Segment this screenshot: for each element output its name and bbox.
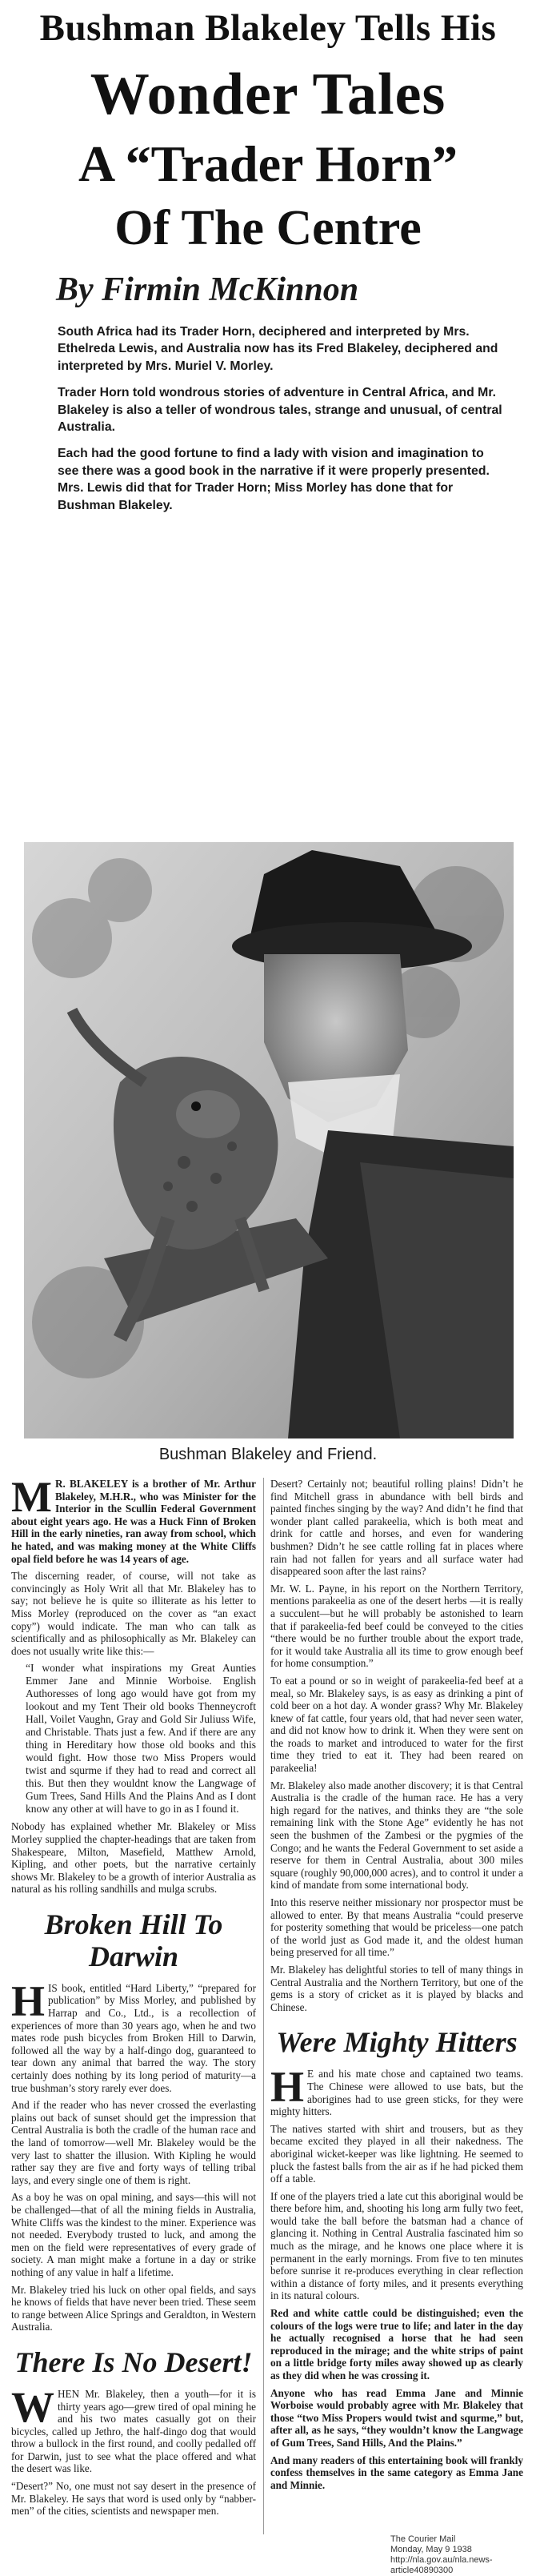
photo-caption: Bushman Blakeley and Friend. [158, 1446, 378, 1463]
byline: By Firmin McKinnon [56, 271, 359, 308]
article-paragraph: Mr. Blakeley tried his luck on other opal fields, and says he knows of fields that have never been tried. These seem to range between Alice Springs and Geraldton, in Western Australia. [11, 2283, 256, 2333]
article-paragraph [270, 2063, 523, 2118]
headline-line-3: A “Trader Horn” [78, 135, 458, 192]
left-column [11, 1473, 256, 2522]
article-paragraph: Red and white cattle could be distinguished; even the colours of the logs were true to life; and later in the day he actually recognised a horse that he had seen reproduced in the mirage; and the white strips of paint on a little bridge forty miles away showed up as clearly as they did when he was crossing it. [270, 2307, 523, 2381]
right-column [270, 1478, 523, 2496]
article-paragraph [11, 1473, 256, 1565]
article-paragraph: Mr. W. L. Payne, in his report on the Northern Territory, mentions parakeelia as one of the desert herbs —it is really a succulent—but he will probably be astonished to learn that if parakeelia-fed beef could be conveyed to the cities “there would be no further trouble about the export trade, for it would take Australia all its time to grow enough beef for home consumption.” [270, 1582, 523, 1670]
article-paragraph: And if the reader who has never crossed the everlasting plains out back of sunset should get the impression that Central Australia is both the cradle of the human race and the land of tomorrow—well Mr. Blakeley would be the very last to shatter the illusion. With Kipling he would rather say they are five and forty ways of telling tribal lays, and every single one of them is right. [11, 2099, 256, 2186]
photo-illustration [24, 842, 514, 1438]
article-paragraph [11, 1976, 256, 2094]
drop-cap: H [270, 2063, 305, 2112]
subheading-mighty-hitters: Were Mighty Hitters [276, 2026, 518, 2059]
intro-paragraph: South Africa had its Trader Horn, deciphered and interpreted by Mrs. Ethelreda Lewis, and Australia now has its Fred Blakeley, deciphered and interpreted by Mrs. Muriel V. Morley. [58, 325, 498, 373]
article-paragraph: If one of the players tried a late cut this aboriginal would be there before him, and, shooting his long arm fully two feet, would take the ball before the batsman had a chance of glancing it. Nothing in Central Australia fascinated him so much as the mirage, and he knows one place where it is permanent in the early mornings. From five to ten minutes before sunrise it re-produces everything in clear reflection within a distance of forty miles, and it presents everything in its natural colours. [270, 2189, 523, 2302]
article-paragraph: “Desert?” No, one must not say desert in the presence of Mr. Blakeley. He says that word is used only by “nabber-men” of the cities, scientists and newspaper men. [11, 2480, 256, 2518]
paragraph-text: E and his mate chose and captained two teams. The Chinese were allowed to use bats, but the aborigines had to use green sticks, for they were mighty hitters. [270, 2068, 523, 2118]
headline-line-2: Wonder Tales [90, 62, 446, 127]
article-paragraph: Mr. Blakeley has delightful stories to tell of many things in Central Australia and the Northern Territory, but one of the gems is a story of cricket as it is played by blacks and Chinese. [270, 1963, 523, 2013]
paragraph-text: HEN Mr. Blakeley, then a youth—for it is thirty years ago—grew tired of opal mining he and his two mates casually got on their bicycles, called up Jethro, the half-dingo dog that would throw a bullock in the first round, and coolly pedalled off for Darwin, just to see what the place offered and what the desert was like. [11, 2387, 256, 2475]
source-credit [390, 2534, 528, 2576]
intro-paragraph: Each had the good fortune to find a lady with vision and imagination to see there was a good book in the narrative if it were properly presented. Mrs. Lewis did that for Trader Horn; Miss Morley has done that for Bushman Blakeley. [58, 447, 490, 512]
article-paragraph: The natives started with shirt and trousers, but as they became excited they played in all their nakedness. The aboriginal wicket-keeper was like lightning. He seemed to pluck the fastest balls from the air as if he had picked them off a table. [270, 2122, 523, 2185]
photo-bushman-and-lizard [24, 842, 514, 1438]
subheading-broken-hill: Broken Hill To Darwin [44, 1908, 223, 1972]
article-paragraph: As a boy he was on opal mining, and says—this will not be challenged—that of all the mining fields in Australia, White Cliffs was the kindest to the miner. Experience was not needed. Everybody trusted to luck, and among the men on the field were representatives of every grade of society. A man might make a fortune in a day or strike nothing of any value in half a lifetime. [11, 2191, 256, 2278]
article-paragraph: The discerning reader, of course, will not take as convincingly as Holy Writ all that Mr. Blakeley has to say; not believe he is quite so illiterate as his letter to Miss Morley (reproduced on the cover as “an exact copy”) would indicate. The man who can talk as scientifically and as philosophically as Mr. Blakeley can does not usually write like this:— [11, 1570, 256, 1657]
article-paragraph: To eat a pound or so in weight of parakeelia-fed beef at a meal, so Mr. Blakeley says, is as easy as drinking a pint of cold beer on a hot day. A wonder grass? Why Mr. Blakeley knew of fat cattle, four years old, that had never seen water, and did not know how to drink it. When they were sent on the roads to market and introduced to water for the first time they tried to eat it. They had been reared on parakeelia! [270, 1674, 523, 1775]
article-paragraph: And many readers of this entertaining book will frankly confess themselves in the same category as Emma Jane and Minnie. [270, 2454, 523, 2491]
subheading-no-desert: There Is No Desert! [14, 2345, 253, 2378]
paragraph-text: R. BLAKELEY is a brother of Mr. Arthur Blakeley, M.H.R., who was Minister for the Interior in the Scullin Federal Government about eight years ago. He was a Huck Finn of Broken Hill in the early nineties, ran away from school, which he hated, and was making money at the White Cliffs opal field before he was 14 years of age. [11, 1478, 256, 1565]
paragraph-text: IS book, entitled “Hard Liberty,” “prepared for publication” by Miss Morley, and published by Harrap and Co., Ltd., is a recollection of experiences of more than 30 years ago, when he and two mates rode push bicycles from Broken Hill to Darwin, followed all the way by a half-dingo dog, guaranteed to tear down any animal that barred the way. The story certainly does nothing by its long period of maturity—a true bushman’s story rarely ever does. [11, 1981, 256, 2094]
article-paragraph [11, 2382, 256, 2475]
headline-line-1: Bushman Blakeley Tells His [39, 7, 497, 49]
column-divider [263, 1478, 264, 2534]
article-paragraph: Nobody has explained whether Mr. Blakeley or Miss Morley supplied the chapter-headings that are taken from Shakespeare, Milton, Masefield, Matthew Arnold, Kipling, and other poets, but the narrative certainly shows Mr. Blakeley to be a growth of interior Australia as natural as his rolling sandhills and mulga scrubs. [11, 1820, 256, 1896]
credit-link[interactable]: http://nla.gov.au/nla.news-article40890300 [390, 2555, 493, 2575]
credit-newspaper: The Courier Mail [390, 2534, 456, 2544]
headline-line-4: Of The Centre [114, 201, 422, 255]
credit-date: Monday, May 9 1938 [390, 2545, 472, 2554]
quoted-letter: “I wonder what inspirations my Great Aunties Emmer Jane and Minnie Worboise. English Authoresses of long ago would have got from my lookout and my Tent Their old books Thenneycroft Hall, Voilet Vaughn, Gray and Gold Sir Juliuss Wife, and Christable. Thats just a few. And if there are any thing in Hereditary how those old books and this would fight. How those two Miss Propers would twist and squrme if they had to read and correct all this. But then they wouldnt know the Langwage of Gum Trees, Sand Hills And the Plains And as I dont know any other at will have to go in as I found it. [26, 1662, 256, 1816]
drop-cap: H [11, 1976, 46, 2025]
intro-paragraph: Trader Horn told wondrous stories of adventure in Central Africa, and Mr. Blakeley is also a teller of wondrous tales, strange and unusual, of central Australia. [58, 386, 502, 435]
article-paragraph: Anyone who has read Emma Jane and Minnie Worboise would probably agree with Mr. Blakeley that those “two Miss Propers would twist and squrme,” but, after all, as he says, “they wouldn’t know the Langwage of Gum Trees, Sand Hills, And the Plains.” [270, 2386, 523, 2449]
article-paragraph: Into this reserve neither missionary nor prospector must be allowed to enter. By that means Australia “could preserve for posterity something that would be priceless—one patch of the world just as God made it, and the oldest human being preserved for all time.” [270, 1896, 523, 1959]
article-paragraph: Mr. Blakeley also made another discovery; it is that Central Australia is the cradle of the human race. He has a very high regard for the natives, and thinks they are “the sole remaining link with the Stone Age” evidently he has not seen the bushmen of the Zambesi or the pygmies of the Congo; and he wants the Federal Government to set aside a reserve for them in Central Australia, about 300 miles square (roughly 90,000,000 acres), and to control it under a kind of mandate from some international body. [270, 1779, 523, 1892]
drop-cap: M [11, 1473, 52, 1521]
drop-cap: W [11, 2382, 54, 2431]
intro-block [58, 323, 506, 524]
article-paragraph: Desert? Certainly not; beautiful rolling plains! Didn’t he find Mitchell grass in abundance with bell birds and painted finches singing by the way? And didn’t he find that wonder plant called parakeelia, which is both meat and drink for cattle and horses, and even for wandering bushmen? Didn’t he see cattle rolling fat in places where rain had not fallen for years and all surface water had disappeared soon after the last rains? [270, 1478, 523, 1578]
